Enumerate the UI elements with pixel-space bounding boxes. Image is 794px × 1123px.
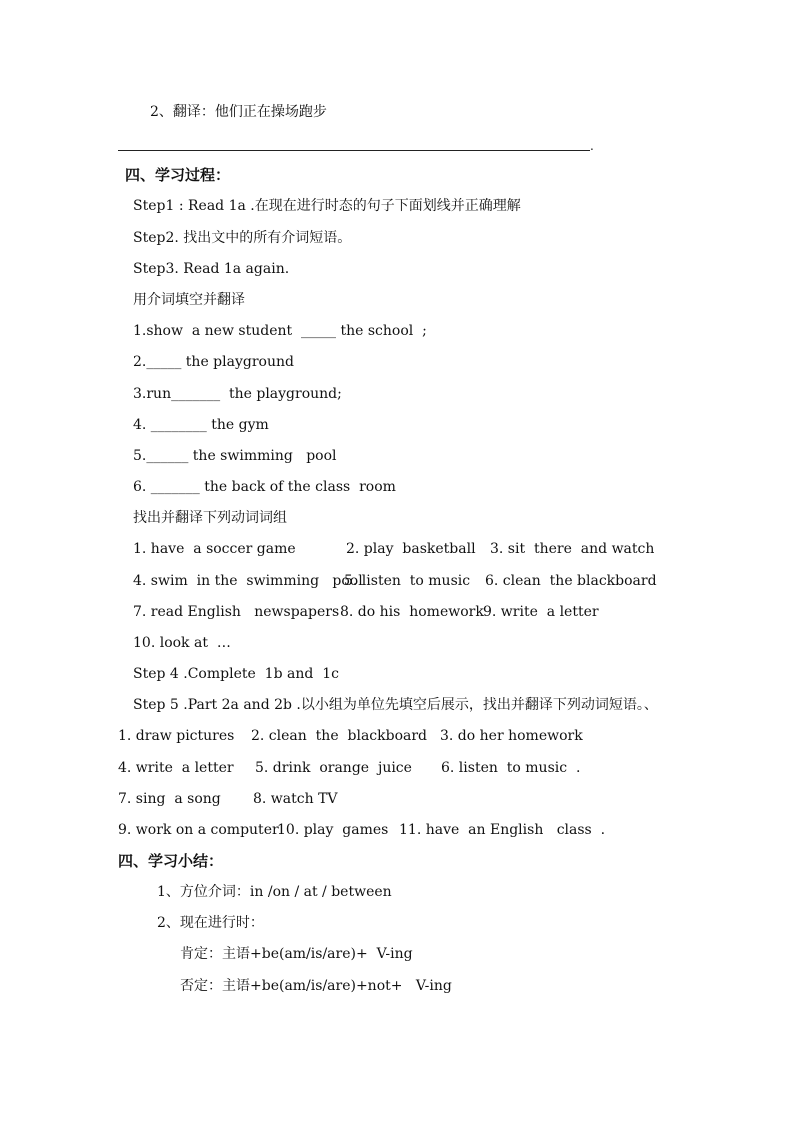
phrase-item: 8. watch TV xyxy=(253,791,338,807)
fill-item: 4. ________ the gym xyxy=(133,417,269,433)
step2-text: Step2. 找出文中的所有介词短语。 xyxy=(133,230,352,246)
fill-item: 6. _______ the back of the class room xyxy=(133,479,396,495)
verb-phrase-item: 10. look at … xyxy=(133,635,231,651)
verb-phrase-item: 2. play basketball xyxy=(346,541,476,557)
summary-affirmative: 肯定：主语+be(am/is/are)+ V-ing xyxy=(180,946,413,962)
verb-phrase-item: 7. read English newspapers xyxy=(133,604,340,620)
fill-item: 3.run_______ the playground; xyxy=(133,386,342,402)
translation-item-2: 2、翻译：他们正在操场跑步 xyxy=(150,104,327,120)
section-heading-summary: 四、学习小结： xyxy=(118,852,224,870)
summary-negative: 否定：主语+be(am/is/are)+not+ V-ing xyxy=(180,978,452,994)
phrase-item: 3. do her homework xyxy=(440,728,583,744)
fill-exercise-title: 用介词填空并翻译 xyxy=(133,292,245,308)
verb-phrase-item: 5. listen to music xyxy=(344,573,471,589)
phrase-item: 6. listen to music . xyxy=(441,760,581,776)
section-heading-process: 四、学习过程： xyxy=(125,166,231,184)
answer-blank-line[interactable] xyxy=(118,150,590,151)
verb-phrase-title: 找出并翻译下列动词词组 xyxy=(133,510,287,526)
step3-text: Step3. Read 1a again. xyxy=(133,261,290,277)
phrase-item: 11. have an English class . xyxy=(399,822,606,838)
verb-phrase-item: 9. write a letter xyxy=(483,604,599,620)
phrase-item: 10. play games xyxy=(277,822,389,838)
verb-phrase-item: 1. have a soccer game xyxy=(133,541,296,557)
fill-item: 2._____ the playground xyxy=(133,354,294,370)
step4-text: Step 4 .Complete 1b and 1c xyxy=(133,666,339,682)
phrase-item: 4. write a letter xyxy=(118,760,234,776)
verb-phrase-item: 6. clean the blackboard xyxy=(485,573,657,589)
summary-item-2: 2、现在进行时： xyxy=(157,915,264,931)
phrase-item: 2. clean the blackboard xyxy=(251,728,428,744)
step5-text: Step 5 .Part 2a and 2b .以小组为单位先填空后展示，找出并翻译下列动词短语。、 xyxy=(133,697,658,713)
summary-item-1: 1、方位介词：in /on / at / between xyxy=(157,884,392,900)
step1-text: Step1 : Read 1a .在现在进行时态的句子下面划线并正确理解 xyxy=(133,198,521,214)
fill-item: 1.show a new student _____ the school ; xyxy=(133,323,427,339)
phrase-item: 7. sing a song xyxy=(118,791,221,807)
verb-phrase-item: 8. do his homework xyxy=(340,604,484,620)
phrase-item: 9. work on a computer xyxy=(118,822,279,838)
blank-end-dot: . xyxy=(590,139,594,153)
fill-item: 5.______ the swimming pool xyxy=(133,448,337,464)
phrase-item: 1. draw pictures xyxy=(118,728,235,744)
verb-phrase-item: 3. sit there and watch xyxy=(490,541,655,557)
phrase-item: 5. drink orange juice xyxy=(255,760,412,776)
verb-phrase-item: 4. swim in the swimming pool xyxy=(133,573,363,589)
